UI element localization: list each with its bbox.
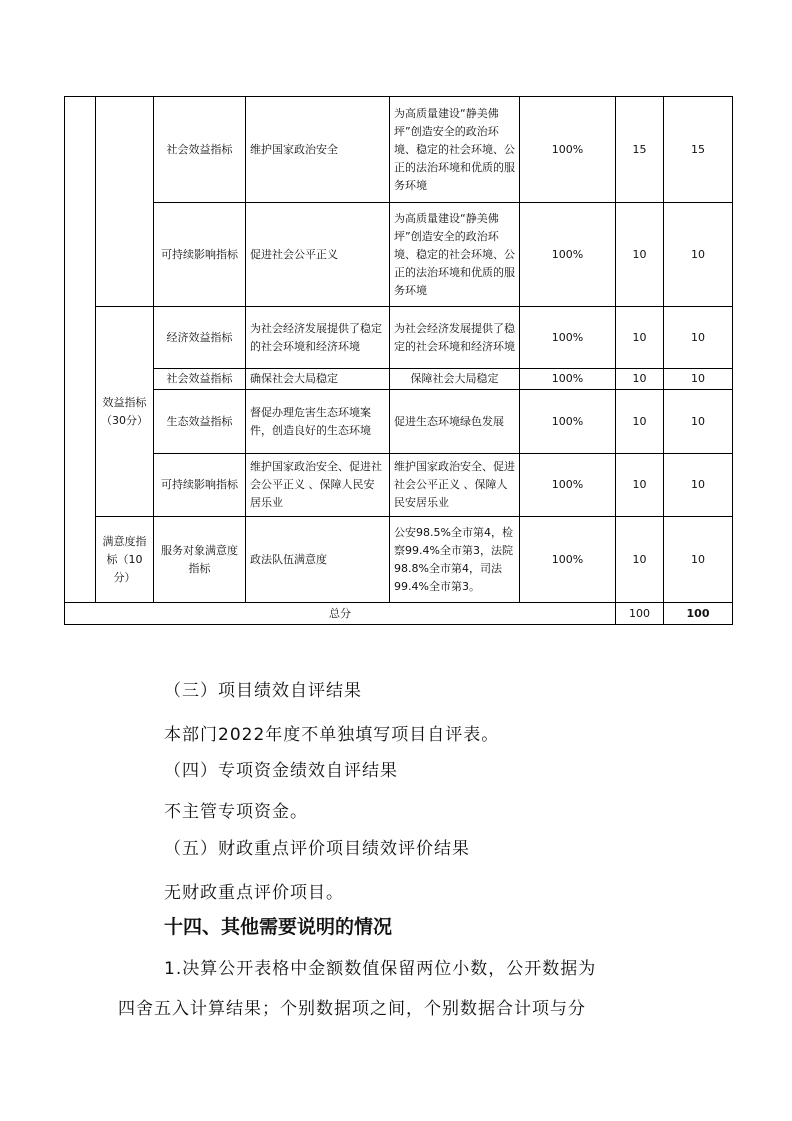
score-cell: 10 — [616, 517, 664, 603]
actual-cell: 10 — [664, 517, 733, 603]
target-cell: 为高质量建设“静美佛坪”创造安全的政治环境、稳定的社会环境、公正的法治环境和优质的服务环境 — [390, 203, 520, 307]
actual-cell: 10 — [664, 390, 733, 454]
content-cell: 为社会经济发展提供了稳定的社会环境和经济环境 — [246, 307, 390, 369]
table-cell — [96, 97, 154, 307]
actual-cell: 10 — [664, 307, 733, 369]
benefit-group-cell: 效益指标（30分） — [96, 307, 154, 517]
indicator-cell: 社会效益指标 — [154, 97, 246, 203]
weight-cell: 100% — [520, 454, 616, 517]
target-cell: 为社会经济发展提供了稳定的社会环境和经济环境 — [390, 307, 520, 369]
target-cell: 维护国家政治安全、促进社会公平正义 、保障人民安居乐业 — [390, 454, 520, 517]
table-row — [65, 307, 733, 369]
paragraph: 本部门2022年度不单独填写项目自评表。 — [164, 725, 500, 745]
indicator-cell: 可持续影响指标 — [154, 203, 246, 307]
total-label-cell: 总分 — [65, 603, 616, 625]
score-cell: 15 — [616, 97, 664, 203]
paragraph: 无财政重点评价项目。 — [164, 883, 344, 903]
content-cell: 确保社会大局稳定 — [246, 369, 390, 390]
indicator-cell: 经济效益指标 — [154, 307, 246, 369]
score-cell: 10 — [616, 454, 664, 517]
indicator-cell: 社会效益指标 — [154, 369, 246, 390]
weight-cell: 100% — [520, 203, 616, 307]
indicator-cell: 服务对象满意度指标 — [154, 517, 246, 603]
weight-cell: 100% — [520, 390, 616, 454]
target-cell: 公安98.5%全市第4，检察99.4%全市第3，法院98.8%全市第4，司法99.4%全市第3。 — [390, 517, 520, 603]
performance-table — [64, 96, 733, 625]
table-row — [65, 517, 733, 603]
section-heading: （三）项目绩效自评结果 — [164, 681, 362, 701]
weight-cell: 100% — [520, 97, 616, 203]
table-row — [65, 97, 733, 203]
actual-cell: 10 — [664, 369, 733, 390]
paragraph: 不主管专项资金。 — [164, 802, 308, 822]
table-row — [65, 454, 733, 517]
paragraph: 1.决算公开表格中金额数值保留两位小数，公开数据为 — [164, 959, 597, 979]
score-cell: 10 — [616, 203, 664, 307]
chapter-heading: 十四、其他需要说明的情况 — [164, 916, 393, 938]
table-row — [65, 369, 733, 390]
total-row — [65, 603, 733, 625]
section-heading: （五）财政重点评价项目绩效评价结果 — [164, 839, 470, 859]
score-cell: 10 — [616, 307, 664, 369]
score-cell: 10 — [616, 369, 664, 390]
weight-cell: 100% — [520, 517, 616, 603]
actual-cell: 15 — [664, 97, 733, 203]
section-heading: （四）专项资金绩效自评结果 — [164, 761, 398, 781]
content-cell: 维护国家政治安全、促进社会公平正义 、保障人民安居乐业 — [246, 454, 390, 517]
target-cell: 为高质量建设“静美佛坪”创造安全的政治环境、稳定的社会环境、公正的法治环境和优质的服务环境 — [390, 97, 520, 203]
content-cell: 督促办理危害生态环境案件，创造良好的生态环境 — [246, 390, 390, 454]
indicator-cell: 可持续影响指标 — [154, 454, 246, 517]
content-cell: 维护国家政治安全 — [246, 97, 390, 203]
table-cell — [65, 97, 96, 603]
satisfaction-group-cell: 满意度指标（10分） — [96, 517, 154, 603]
table-row — [65, 390, 733, 454]
content-cell: 政法队伍满意度 — [246, 517, 390, 603]
target-cell: 保障社会大局稳定 — [390, 369, 520, 390]
table-row — [65, 203, 733, 307]
indicator-cell: 生态效益指标 — [154, 390, 246, 454]
weight-cell: 100% — [520, 369, 616, 390]
target-cell: 促进生态环境绿色发展 — [390, 390, 520, 454]
weight-cell: 100% — [520, 307, 616, 369]
total-score-cell: 100 — [616, 603, 664, 625]
actual-cell: 10 — [664, 203, 733, 307]
actual-cell: 10 — [664, 454, 733, 517]
content-cell: 促进社会公平正义 — [246, 203, 390, 307]
total-actual-cell: 100 — [664, 603, 733, 625]
score-cell: 10 — [616, 390, 664, 454]
paragraph: 四舍五入计算结果；个别数据项之间，个别数据合计项与分 — [118, 999, 586, 1019]
